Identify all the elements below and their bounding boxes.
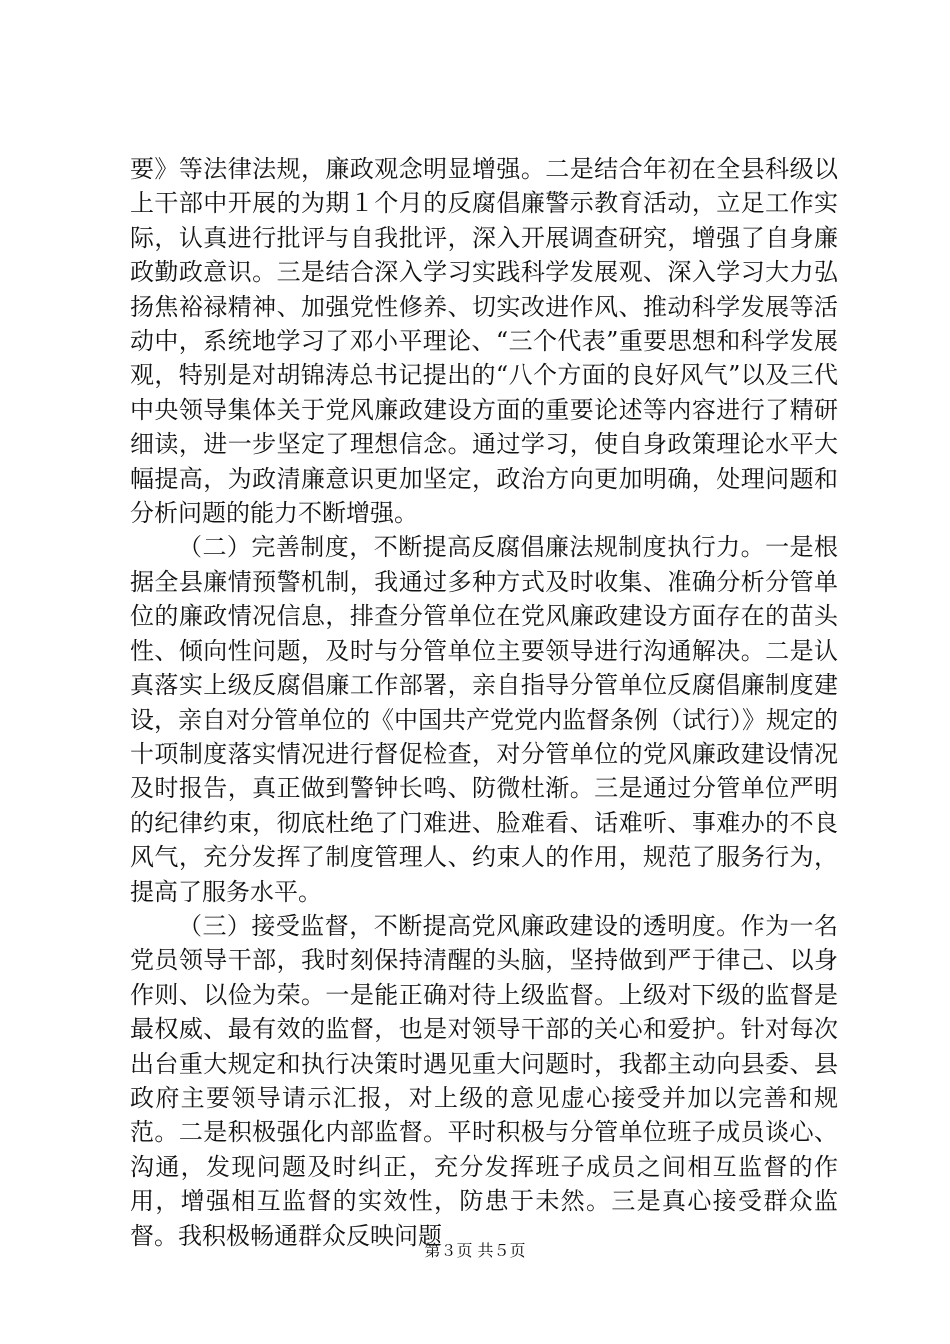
paragraph-2: （二）完善制度，不断提高反腐倡廉法规制度执行力。一是根据全县廉情预警机制，我通过多种方式及时收集、准确分析分管单位的廉政情况信息，排查分管单位在党风廉政建设方面存在的苗头性、倾向性问题，及时与分管单位主要领导进行沟通解决。二是认真落实上级反腐倡廉工作部署，亲自指导分管单位反腐倡廉制度建设，亲自对分管单位的《中国共产党党内监督条例（试行）》规定的十项制度落实情况进行督促检查，对分管单位的党风廉政建设情况及时报告，真正做到警钟长鸣、防微杜渐。三是通过分管单位严明的纪律约束，彻底杜绝了门难进、脸难看、话难听、事难办的不良风气，充分发挥了制度管理人、约束人的作用，规范了服务行为，提高了服务水平。: [130, 533, 838, 906]
page-footer: [0, 1240, 950, 1262]
document-body: [130, 152, 838, 1253]
paragraph-3: （三）接受监督，不断提高党风廉政建设的透明度。作为一名党员领导干部，我时刻保持清醒的头脑，坚持做到严于律己、以身作则、以俭为荣。一是能正确对待上级监督。上级对下级的监督是最权威、最有效的监督，也是对领导干部的关心和爱护。针对每次出台重大规定和执行决策时遇见重大问题时，我都主动向县委、县政府主要领导请示汇报，对上级的意见虚心接受并加以完善和规范。二是积极强化内部监督。平时积极与分管单位班子成员谈心、沟通，发现问题及时纠正，充分发挥班子成员之间相互监督的作用，增强相互监督的实效性，防患于未然。三是真心接受群众监督。我积极畅通群众反映问题: [130, 911, 838, 1250]
paragraph-1: 要》等法律法规，廉政观念明显增强。二是结合年初在全县科级以上干部中开展的为期１个月的反腐倡廉警示教育活动，立足工作实际，认真进行批评与自我批评，深入开展调查研究，增强了自身廉政勤政意识。三是结合深入学习实践科学发展观、深入学习大力弘扬焦裕禄精神、加强党性修养、切实改进作风、推动科学发展等活动中，系统地学习了邓小平理论、“三个代表”重要思想和科学发展观，特别是对胡锦涛总书记提出的“八个方面的良好风气”以及三代中央领导集体关于党风廉政建设方面的重要论述等内容进行了精研细读，进一步坚定了理想信念。通过学习，使自身政策理论水平大幅提高，为政清廉意识更加坚定，政治方向更加明确，处理问题和分析问题的能力不断增强。: [130, 155, 838, 528]
page-number: 第３页 共５页: [424, 1241, 526, 1260]
